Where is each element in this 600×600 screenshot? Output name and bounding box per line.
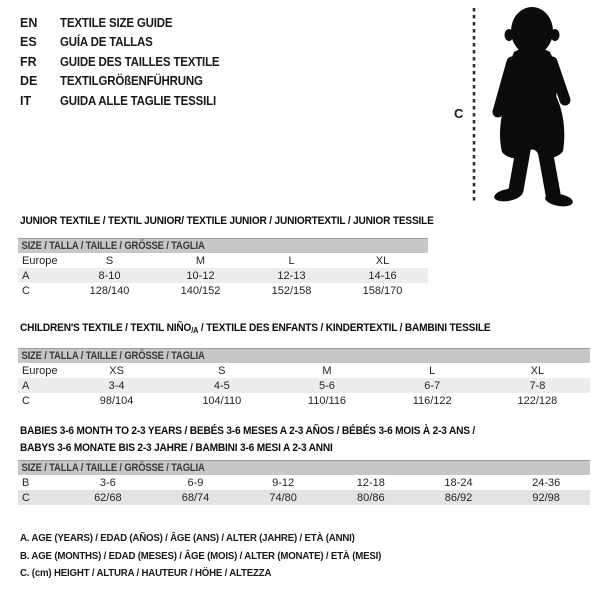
table-cell: 74/80 — [269, 491, 297, 504]
language-title: GUIDA ALLE TAGLIE TESSILI — [60, 93, 216, 108]
table-cell: 6-9 — [187, 476, 204, 489]
language-row-it — [20, 91, 233, 111]
size-header-bar — [18, 238, 428, 253]
table-cell: 14-16 — [368, 269, 397, 282]
language-row-fr — [20, 52, 233, 72]
children-table — [18, 348, 590, 408]
row-label: A — [22, 379, 30, 392]
table-cell: 86/92 — [444, 491, 473, 504]
table-cell: 3-6 — [99, 476, 116, 489]
table-row — [18, 253, 428, 268]
baby-shorts — [500, 96, 564, 158]
note-age-months: B. AGE (MONTHS) / EDAD (MESES) / ÂGE (MOIS) / ALTER (MONATE) / ETÀ (MESI) — [20, 549, 382, 562]
table-row — [18, 363, 590, 378]
table-cell: XS — [109, 364, 124, 377]
language-code: ES — [20, 35, 37, 50]
table-cell: 24-36 — [532, 476, 561, 489]
language-title: TEXTILGRÖßENFÜHRUNG — [60, 74, 203, 89]
table-cell: 116/122 — [412, 394, 452, 407]
row-label: C — [22, 394, 30, 407]
table-cell: 158/170 — [362, 284, 403, 297]
baby-leg-right — [543, 139, 553, 194]
row-label: Europe — [22, 364, 58, 377]
table-cell: M — [322, 364, 332, 377]
table-row — [18, 268, 428, 283]
children-title-post: / TEXTILE DES ENFANTS / KINDERTEXTIL / BAMBINI TESSILE — [198, 322, 491, 334]
table-cell: 6-7 — [424, 379, 441, 392]
junior-table-title: JUNIOR TEXTILE / TEXTIL JUNIOR/ TEXTILE JUNIOR / JUNIORTEXTIL / JUNIOR TESSILE — [20, 215, 434, 227]
table-cell: 12-13 — [277, 269, 306, 282]
language-row-en — [20, 13, 233, 33]
table-cell: L — [288, 254, 295, 267]
table-cell: 140/152 — [180, 284, 221, 297]
table-cell: XL — [375, 254, 390, 267]
language-title: GUÍA DE TALLAS — [60, 35, 153, 50]
table-row — [18, 490, 590, 505]
table-cell: 3-4 — [108, 379, 125, 392]
note-age-years: A. AGE (YEARS) / EDAD (AÑOS) / ÂGE (ANS) / ALTER (JAHRE) / ETÀ (ANNI) — [20, 532, 355, 544]
note-height-cm: C. (cm) HEIGHT / ALTURA / HAUTEUR / HÖHE / ALTEZZA — [20, 567, 272, 580]
table-cell: M — [195, 254, 206, 267]
table-cell: 62/68 — [94, 491, 122, 504]
table-cell: 80/86 — [357, 491, 385, 504]
children-table-title — [20, 322, 490, 335]
babies-table — [18, 460, 590, 505]
row-label: C — [22, 491, 30, 504]
language-row-es — [20, 33, 233, 53]
height-measure-label: C — [454, 106, 464, 121]
babies-table-title — [20, 423, 515, 456]
table-cell: 152/158 — [271, 284, 312, 297]
size-header-bar — [18, 348, 590, 363]
language-code: FR — [20, 54, 37, 69]
language-row-de — [20, 72, 233, 92]
babies-title-line1: BABIES 3-6 MONTH TO 2-3 YEARS / BEBÉS 3-6 MESES A 2-3 AÑOS / BÉBÉS 3-6 MOIS À 2-3 ANS / — [20, 425, 476, 437]
table-cell: S — [105, 254, 114, 267]
table-cell: 110/116 — [307, 394, 347, 407]
table-cell: 104/110 — [202, 394, 242, 407]
table-row — [18, 475, 590, 490]
children-title-sub: /A — [191, 326, 199, 335]
children-title-pre: CHILDREN'S TEXTILE / TEXTIL NIÑO — [20, 322, 192, 334]
language-code: EN — [20, 15, 38, 30]
language-code: IT — [20, 93, 32, 108]
table-cell: 4-5 — [213, 379, 230, 392]
size-header-label: SIZE / TALLA / TAILLE / GRÖSSE / TAGLIA — [21, 350, 205, 362]
table-cell: S — [218, 364, 226, 377]
table-cell: 18-24 — [444, 476, 473, 489]
table-cell: 98/104 — [99, 394, 134, 407]
language-title: TEXTILE SIZE GUIDE — [60, 15, 173, 30]
size-header-bar — [18, 460, 590, 475]
table-cell: 122/128 — [517, 394, 558, 407]
table-row — [18, 283, 428, 298]
row-label: B — [22, 476, 30, 489]
row-label: A — [22, 269, 30, 282]
row-label: C — [22, 284, 30, 297]
table-cell: 9-12 — [272, 476, 295, 489]
size-header-label: SIZE / TALLA / TAILLE / GRÖSSE / TAGLIA — [21, 240, 205, 252]
legend-notes — [20, 530, 413, 583]
table-cell: 128/140 — [89, 284, 130, 297]
baby-silhouette-image — [452, 4, 600, 210]
junior-table — [18, 238, 428, 298]
babies-title-line2: BABYS 3-6 MONATE BIS 2-3 JAHRE / BAMBINI 3-6 MESI A 2-3 ANNI — [20, 441, 333, 454]
table-row — [18, 393, 590, 408]
table-cell: 8-10 — [98, 269, 121, 282]
table-cell: XL — [530, 364, 545, 377]
baby-leg-left — [516, 139, 525, 190]
table-cell: 5-6 — [319, 379, 335, 392]
table-cell: 10-12 — [186, 269, 215, 282]
table-cell: 7-8 — [529, 379, 546, 392]
table-cell: 12-18 — [356, 476, 385, 489]
table-cell: 68/74 — [181, 491, 210, 504]
row-label: Europe — [22, 254, 58, 267]
table-cell: 92/98 — [532, 491, 560, 504]
language-list — [20, 13, 233, 111]
language-title: GUIDE DES TAILLES TEXTILE — [60, 54, 220, 69]
table-cell: L — [429, 364, 436, 377]
size-header-label: SIZE / TALLA / TAILLE / GRÖSSE / TAGLIA — [21, 462, 205, 474]
language-code: DE — [20, 74, 38, 89]
table-row — [18, 378, 590, 393]
